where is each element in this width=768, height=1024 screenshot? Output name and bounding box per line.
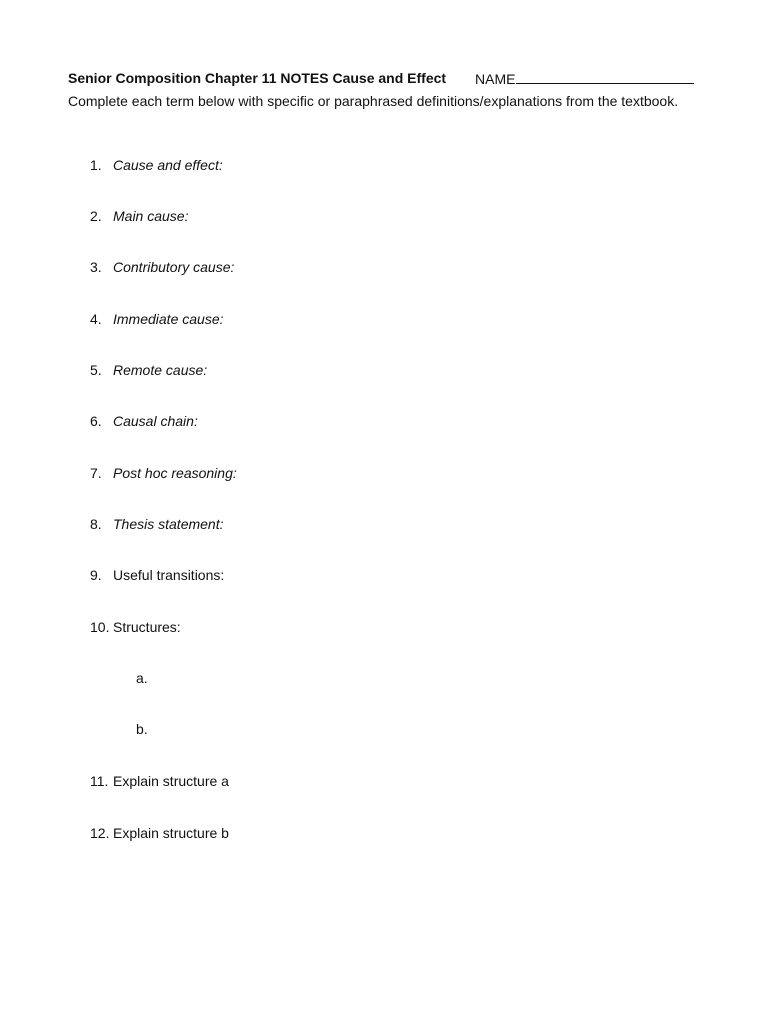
- item-number: 4.: [90, 311, 102, 327]
- item-term: Useful transitions:: [113, 567, 225, 583]
- document-header: [68, 69, 446, 87]
- sub-item-a: a.: [136, 670, 148, 686]
- item-number: 2.: [90, 208, 102, 224]
- item-number: 7.: [90, 465, 102, 481]
- item-number: 3.: [90, 259, 102, 275]
- document-title: Senior Composition Chapter 11 NOTES Cause and Effect: [68, 70, 447, 86]
- item-term: Thesis statement:: [113, 516, 224, 532]
- item-term: Structures:: [113, 619, 181, 635]
- name-label: NAME: [475, 71, 516, 87]
- item-term: Cause and effect:: [113, 157, 223, 173]
- item-term: Causal chain:: [113, 413, 198, 429]
- item-number: 5.: [90, 362, 102, 378]
- item-number: 6.: [90, 413, 102, 429]
- item-number: 10.: [90, 619, 110, 635]
- item-term: Explain structure b: [113, 825, 229, 841]
- name-blank-line: [516, 69, 694, 84]
- instructions-text: Complete each term below with specific or paraphrased definitions/explanations from the textbook.: [68, 93, 679, 109]
- item-number: 9.: [90, 567, 102, 583]
- item-term: Main cause:: [113, 208, 189, 224]
- name-field: [475, 69, 694, 88]
- item-number: 11.: [90, 773, 109, 789]
- sub-item-b: b.: [136, 721, 148, 737]
- item-number: 1.: [90, 157, 102, 173]
- item-term: Post hoc reasoning:: [113, 465, 237, 481]
- item-term: Explain structure a: [113, 773, 229, 789]
- item-number: 8.: [90, 516, 102, 532]
- item-term: Remote cause:: [113, 362, 208, 378]
- item-number: 12.: [90, 825, 110, 841]
- item-term: Contributory cause:: [113, 259, 235, 275]
- item-term: Immediate cause:: [113, 311, 224, 327]
